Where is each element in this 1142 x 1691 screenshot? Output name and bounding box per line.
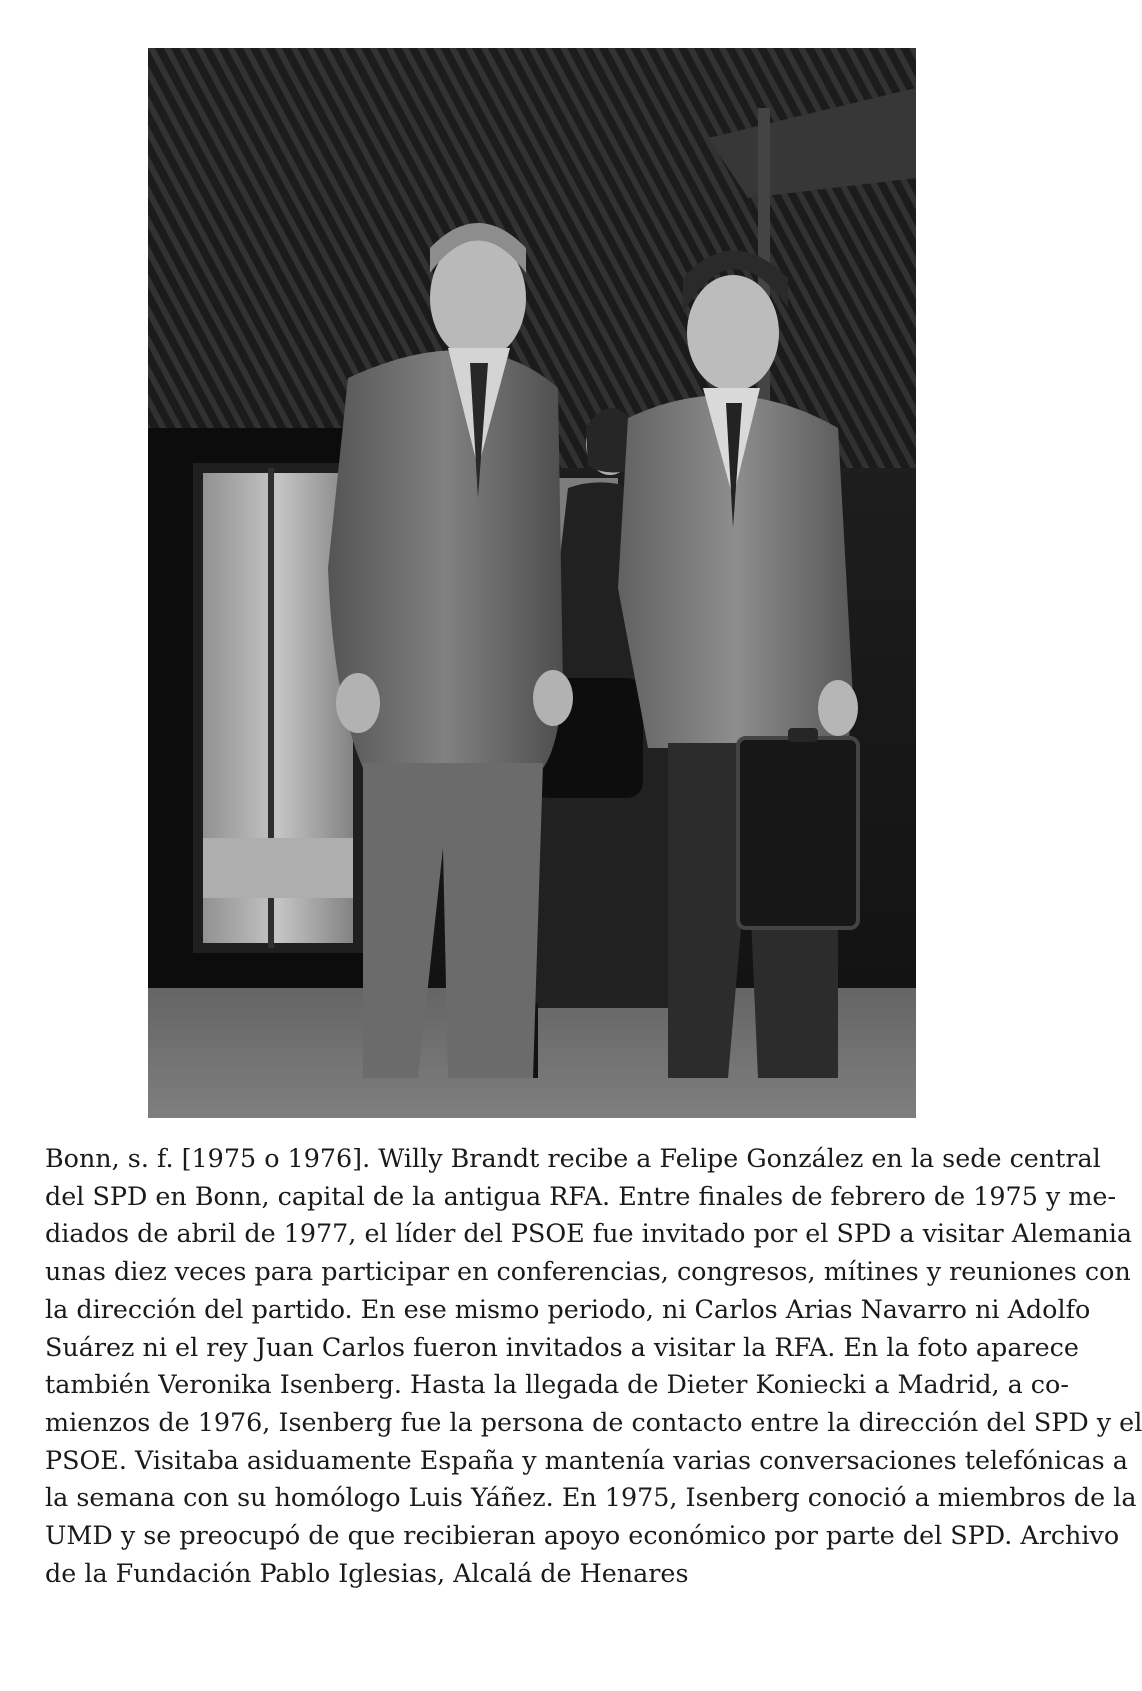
caption-line: unas diez veces para participar en conferencias, congresos, mítines y reuniones con: [45, 1256, 1131, 1287]
photo-illustration: [148, 48, 916, 1118]
caption-line: UMD y se preocupó de que recibieran apoyo económico por parte del SPD. Archivo: [45, 1520, 1120, 1551]
caption-line: PSOE. Visitaba asiduamente España y mantenía varias conversaciones telefónicas a: [45, 1444, 1128, 1475]
historical-photograph: [148, 48, 916, 1118]
caption-line: Suárez ni el rey Juan Carlos fueron invitados a visitar la RFA. En la foto aparece: [45, 1331, 1079, 1362]
caption-line: de la Fundación Pablo Iglesias, Alcalá de Henares: [45, 1557, 689, 1588]
caption-line: diados de abril de 1977, el líder del PSOE fue invitado por el SPD a visitar Alemania: [45, 1218, 1133, 1249]
caption-line: la semana con su homólogo Luis Yáñez. En 1975, Isenberg conoció a miembros de la: [45, 1482, 1137, 1513]
photo-caption: [45, 1140, 1142, 1592]
caption-line: mienzos de 1976, Isenberg fue la persona de contacto entre la dirección del SPD y el: [45, 1406, 1142, 1437]
caption-line: Bonn, s. f. [1975 o 1976]. Willy Brandt recibe a Felipe González en la sede central: [45, 1143, 1101, 1173]
caption-line: del SPD en Bonn, capital de la antigua RFA. Entre finales de febrero de 1975 y me-: [45, 1180, 1117, 1211]
caption-line: también Veronika Isenberg. Hasta la llegada de Dieter Koniecki a Madrid, a co-: [45, 1369, 1069, 1400]
caption-line: la dirección del partido. En ese mismo periodo, ni Carlos Arias Navarro ni Adolfo: [45, 1293, 1091, 1324]
